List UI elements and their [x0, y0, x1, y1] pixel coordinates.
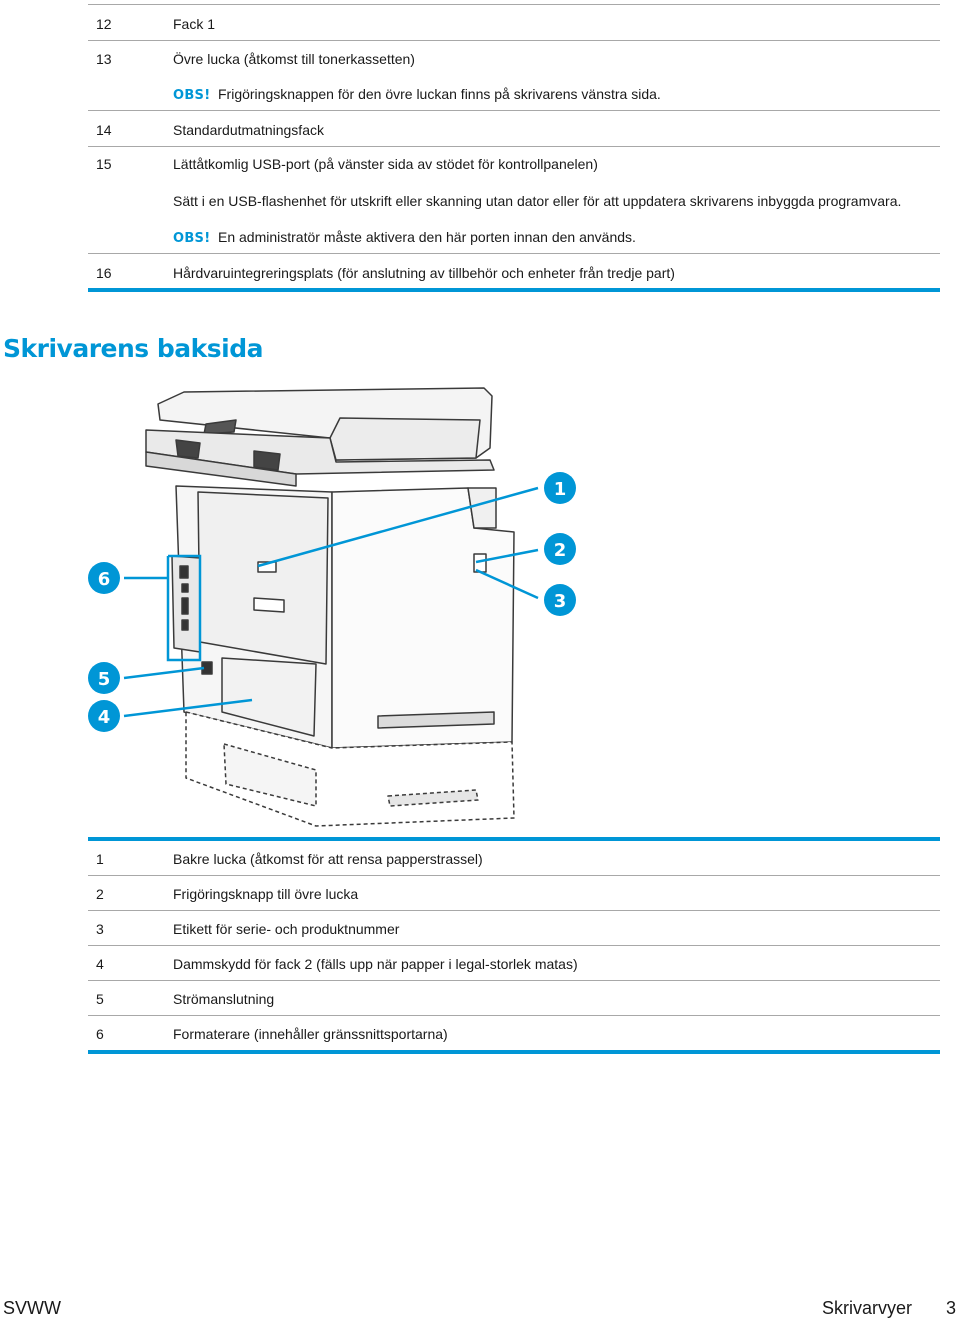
table-divider — [88, 40, 940, 41]
row-description: Övre lucka (åtkomst till tonerkassetten) — [173, 51, 415, 67]
callout-label: 3 — [553, 591, 567, 612]
row-number: 14 — [96, 122, 112, 138]
row-number: 12 — [96, 16, 112, 32]
side-release-button — [474, 554, 486, 572]
row-description: Lättåtkomlig USB-port (på vänster sida av stödet för kontrollpanelen) — [173, 156, 598, 172]
row-number: 6 — [96, 1026, 104, 1042]
table-divider — [88, 980, 940, 981]
row-number: 4 — [96, 956, 104, 972]
callout-5 — [88, 662, 120, 694]
callout-label: 2 — [553, 540, 567, 561]
note — [173, 228, 636, 248]
row-detail: Sätt i en USB-flashenhet för utskrift eller skanning utan dator eller för att uppdatera skrivarens inbyggda programvara. — [173, 193, 902, 209]
row-number: 15 — [96, 156, 112, 172]
row-description: Frigöringsknapp till övre lucka — [173, 886, 359, 902]
row-number: 5 — [96, 991, 104, 1007]
table-divider — [88, 875, 940, 876]
section-title: Skrivarens baksida — [3, 334, 263, 363]
table-end-rule — [88, 288, 940, 292]
row-number: 3 — [96, 921, 104, 937]
rear-door — [198, 492, 328, 664]
row-number: 1 — [96, 851, 104, 867]
printer-rear-illustration — [0, 380, 960, 835]
row-number: 13 — [96, 51, 112, 67]
callout-6 — [88, 562, 120, 594]
row-description: Strömanslutning — [173, 991, 275, 1007]
table-end-rule — [88, 1050, 940, 1054]
callout-label: 6 — [97, 569, 111, 590]
callout-label: 1 — [553, 479, 567, 500]
row-description: Bakre lucka (åtkomst för att rensa papperstrassel) — [173, 851, 483, 867]
callout-4 — [88, 700, 120, 732]
table-divider — [88, 110, 940, 111]
table-divider — [88, 253, 940, 254]
row-number: 2 — [96, 886, 104, 902]
table-divider — [88, 910, 940, 911]
row-description: Hårdvaruintegreringsplats (för anslutning av tillbehör och enheter från tredje part) — [173, 265, 675, 281]
callout-3 — [544, 584, 576, 616]
row-description: Dammskydd för fack 2 (fälls upp när papper i legal-storlek matas) — [173, 956, 578, 972]
note-text: Frigöringsknappen för den övre luckan finns på skrivarens vänstra sida. — [218, 86, 661, 102]
note-text: En administratör måste aktivera den här porten innan den används. — [218, 229, 636, 245]
table-divider — [88, 1015, 940, 1016]
table-divider — [88, 945, 940, 946]
row-description: Fack 1 — [173, 16, 216, 32]
note-label: OBS! — [173, 231, 211, 246]
adf-output-tray — [330, 418, 480, 460]
hinge-left — [176, 440, 200, 458]
table-divider — [88, 4, 940, 5]
callout-1 — [544, 472, 576, 504]
row-description: Formaterare (innehåller gränssnittsportarna) — [173, 1026, 448, 1042]
note-label: OBS! — [173, 88, 211, 103]
row-description: Standardutmatningsfack — [173, 122, 324, 138]
row-number: 16 — [96, 265, 112, 281]
footer-section-name: Skrivarvyer — [822, 1298, 913, 1318]
callout-2 — [544, 533, 576, 565]
callout-label: 5 — [97, 669, 111, 690]
table-start-rule — [88, 837, 940, 841]
table-divider — [88, 146, 940, 147]
footer-doc-code: SVWW — [3, 1298, 61, 1318]
row-description: Etikett för serie- och produktnummer — [173, 921, 400, 937]
hinge-right — [254, 451, 280, 470]
footer-page-number: 3 — [946, 1298, 957, 1318]
note — [173, 85, 661, 105]
callout-label: 4 — [97, 707, 111, 728]
rear-handle — [254, 598, 284, 612]
